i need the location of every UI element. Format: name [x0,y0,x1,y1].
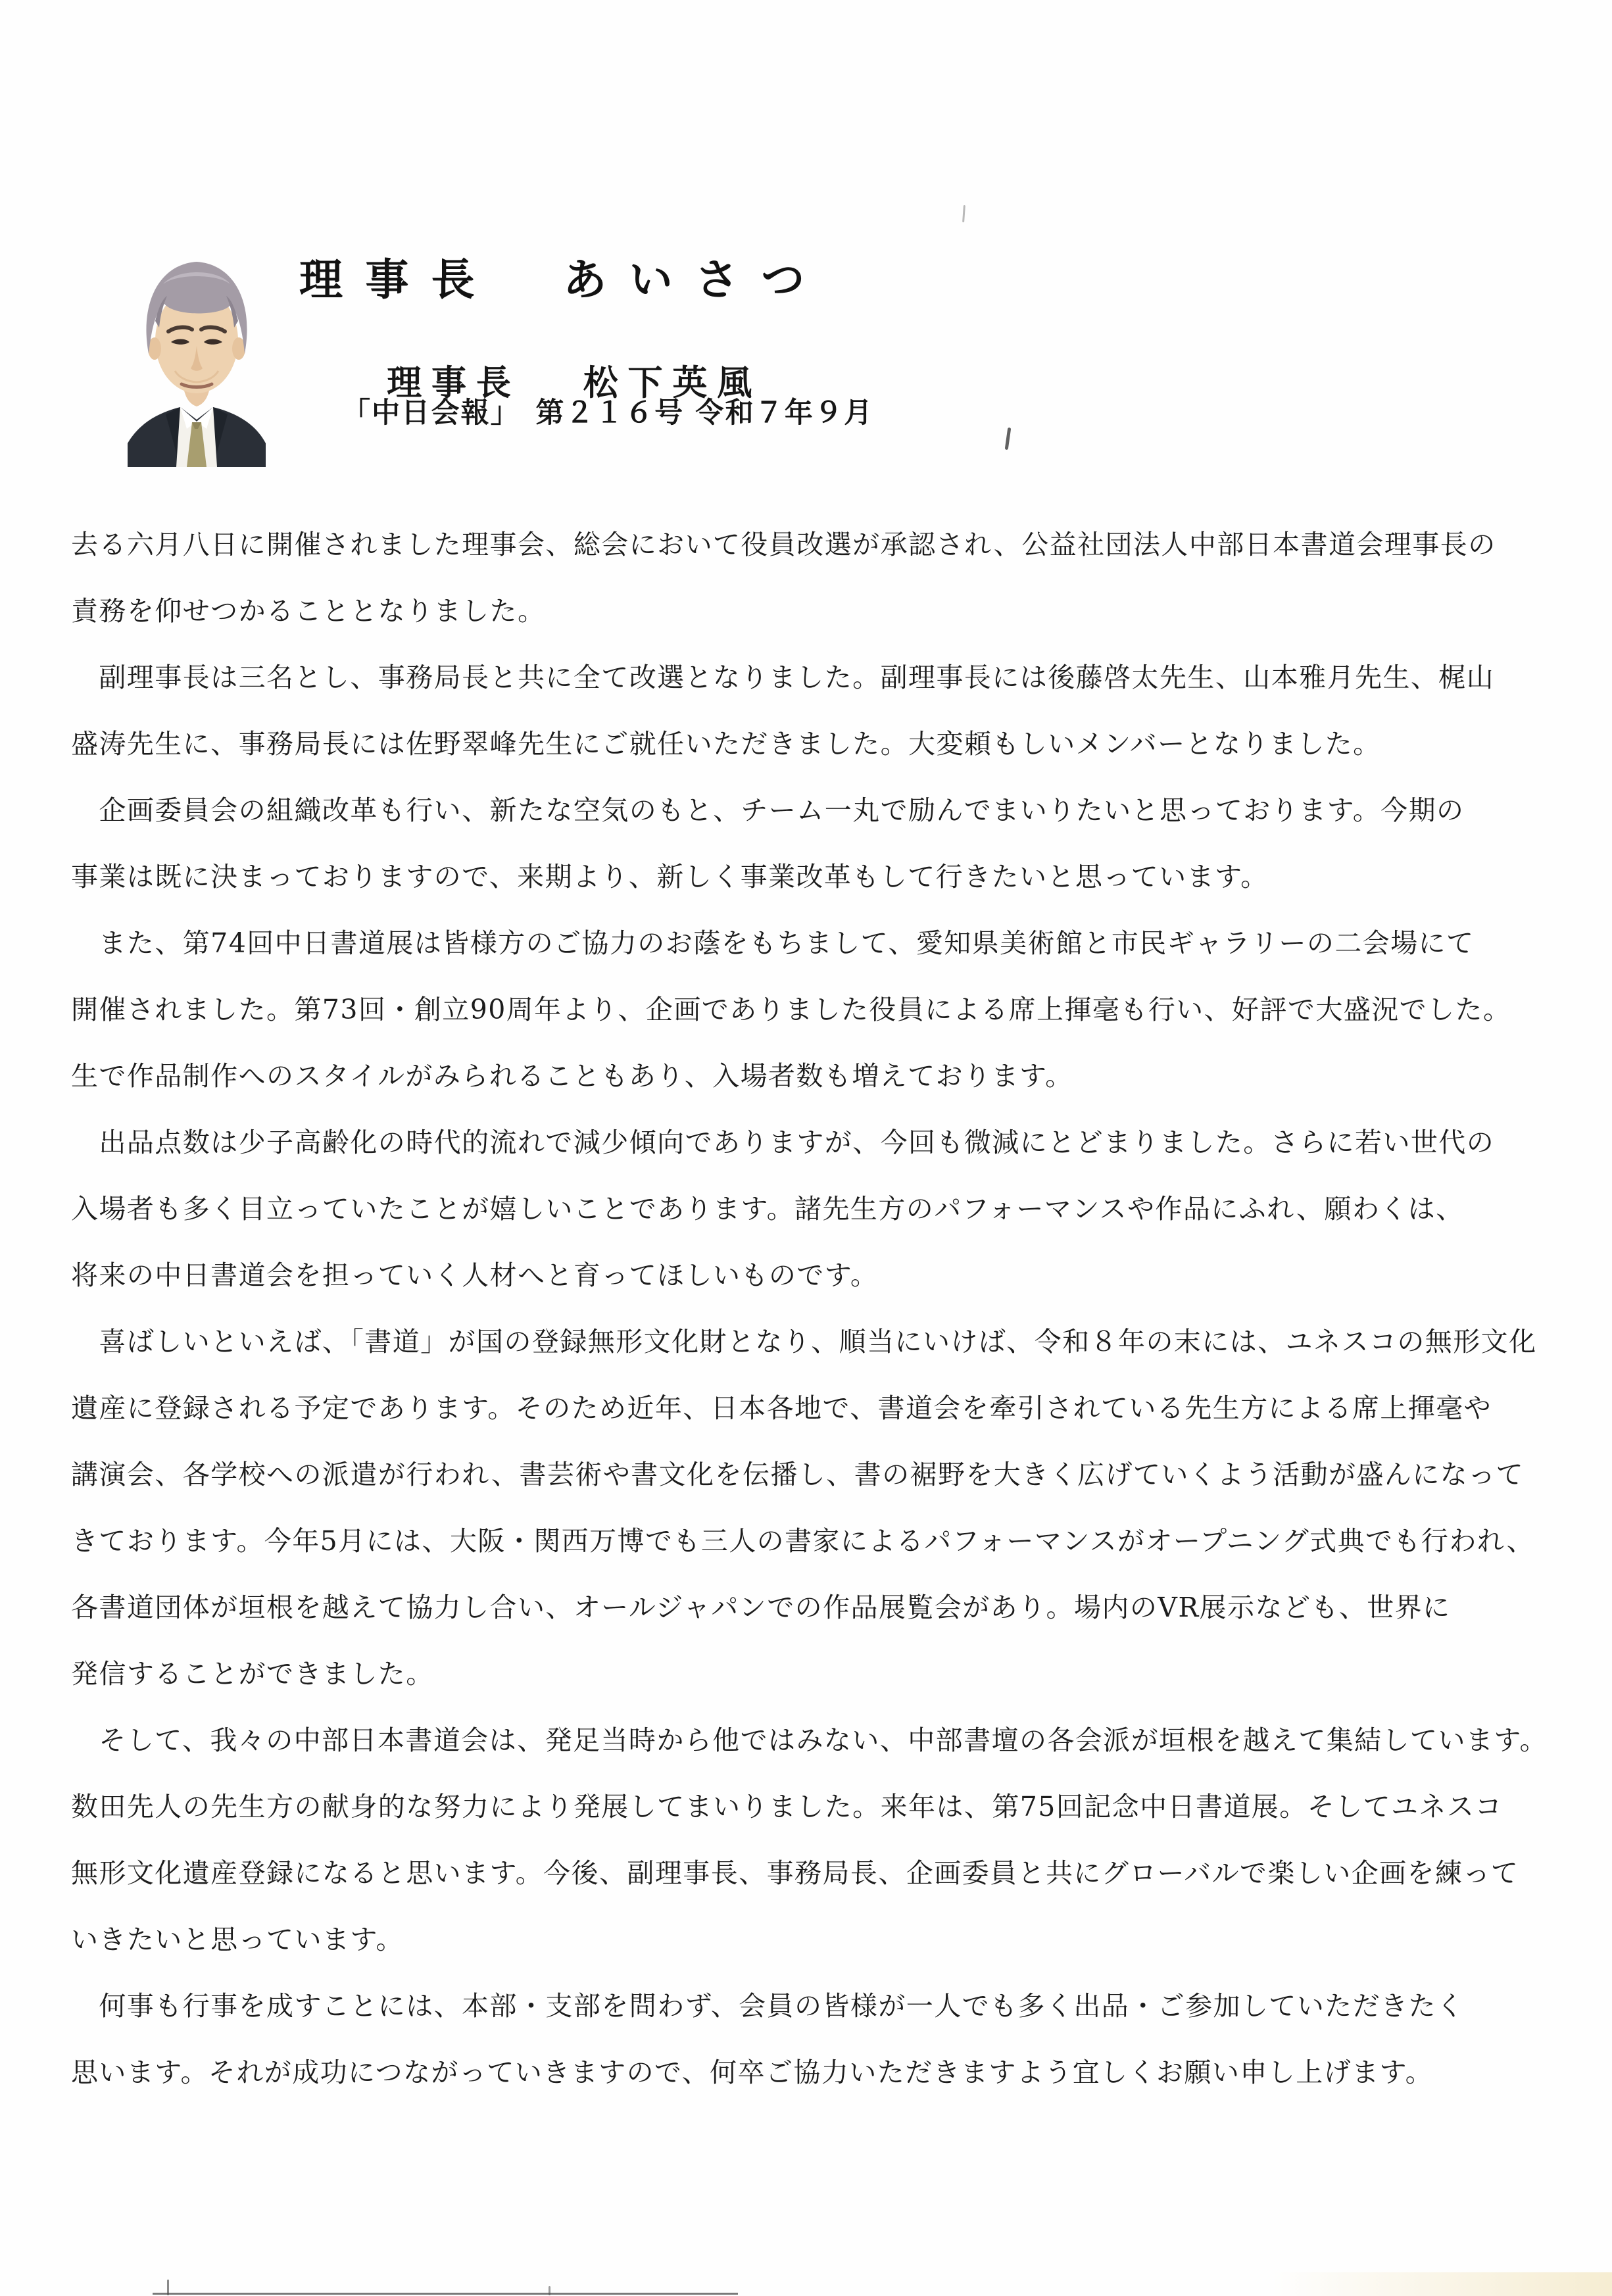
chairman-role-label: 理事長 [387,362,521,403]
body-line: 開催されました。第73回・創立90周年より、企画でありました役員による席上揮毫も行い、好評で大盛況でした。 [71,994,1511,1025]
scan-speck [1005,427,1012,450]
body-line: 副理事長は三名とし、事務局長と共に全て改選となりました。副理事長には後藤啓太先生、山本雅月先生、梶山 [71,662,1495,693]
scan-speck [962,205,965,222]
body-line: 生で作品制作へのスタイルがみられることもあり、入場者数も増えております。 [71,1060,1073,1092]
body-line: 数田先人の先生方の献身的な努力により発展してまいりました。来年は、第75回記念中日書道展。そしてユネスコ [71,1791,1503,1822]
body-line: いきたいと思っています。 [71,1924,404,1955]
body-line: 出品点数は少子高齢化の時代的流れで減少傾向でありますが、今回も微減にとどまりました。さらに若い世代の [71,1127,1495,1158]
page-title: 理事長 あいさつ [299,254,827,305]
chairman-portrait-photo [124,242,270,467]
body-line: 入場者も多く目立っていたことが嬉しいことであります。諸先生方のパフォーマンスや作品にふれ、願わくは、 [71,1193,1464,1225]
body-line: 何事も行事を成すことには、本部・支部を問わず、会員の皆様が一人でも多く出品・ご参加していただきたく [71,1990,1465,2022]
scan-edge-line [153,2293,738,2295]
body-line: 去る六月八日に開催されました理事会、総会において役員改選が承認され、公益社団法人中部日本書道会理事長の [71,529,1496,560]
body-line: 喜ばしいといえば、「書道」が国の登録無形文化財となり、順当にいけば、令和８年の末には、ユネスコの無形文化 [71,1326,1537,1357]
body-line: 講演会、各学校への派遣が行われ、書芸術や書文化を伝播し、書の裾野を大きく広げていくよう活動が盛んになって [71,1459,1525,1490]
body-line: 遺産に登録される予定であります。そのため近年、日本各地で、書道会を牽引されている先生方による席上揮毫や [71,1392,1492,1424]
body-line: 思います。それが成功につながっていきますので、何卒ご協力いただきますよう宜しくお願い申し上げます。 [71,2057,1434,2088]
body-line: 無形文化遺産登録になると思います。今後、副理事長、事務局長、企画委員と共にグローバルで楽しい企画を練って [71,1857,1519,1889]
body-line: そして、我々の中部日本書道会は、発足当時から他ではみない、中部書壇の各会派が垣根を越えて集結しています。 [71,1724,1548,1756]
greeting-body [71,512,1551,2106]
bulletin-issue-line: 「中日会報」 第２１６号 令和７年９月 [342,397,874,429]
body-line: 責務を仰せつかることとなりました。 [71,595,546,627]
body-line: きております。今年5月には、大阪・関西万博でも三人の書家によるパフォーマンスがオープニング式典でも行われ、 [71,1525,1535,1557]
body-line: また、第74回中日書道展は皆様方のご協力のお蔭をもちまして、愛知県美術館と市民ギャラリーの二会場にて [71,927,1475,959]
body-line: 盛涛先生に、事務局長には佐野翠峰先生にご就任いただきました。大変頼もしいメンバーとなりました。 [71,728,1381,760]
body-line: 事業は既に決まっておりますので、来期より、新しく事業改革もして行きたいと思っています。 [71,861,1269,892]
body-line: 企画委員会の組織改革も行い、新たな空気のもと、チーム一丸で励んでまいりたいと思っております。今期の [71,794,1465,826]
chairman-name: 松下英風 [583,362,762,403]
body-line: 発信することができました。 [71,1658,434,1690]
body-line: 各書道団体が垣根を越えて協力し合い、オールジャパンでの作品展覧会があり。場内のVR展示なども、世界に [71,1592,1451,1623]
scan-corner-tint [1270,2272,1612,2296]
body-line: 将来の中日書道会を担っていく人材へと育ってほしいものです。 [71,1259,879,1291]
